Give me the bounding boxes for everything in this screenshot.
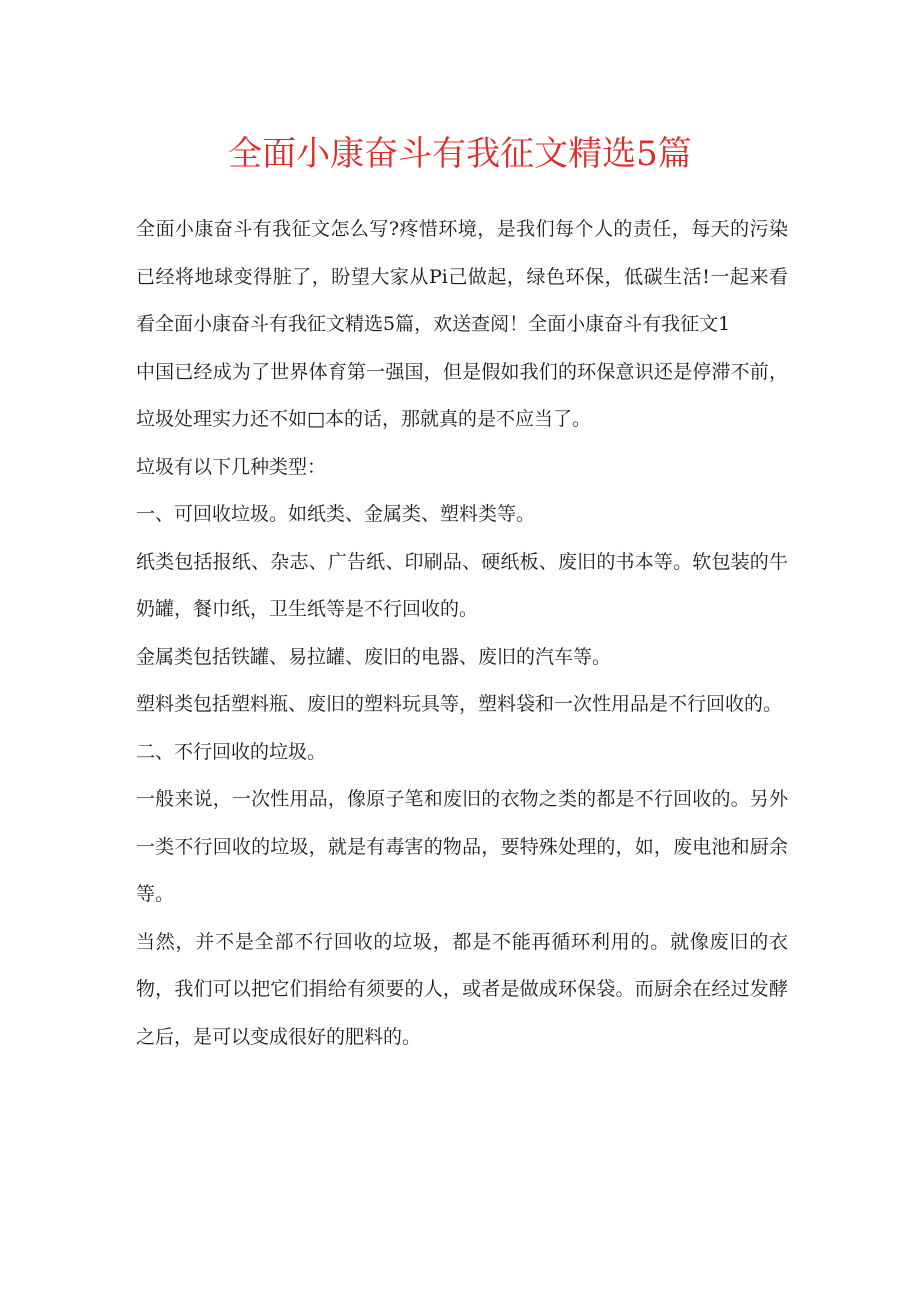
paragraph-plastic: 塑料类包括塑料瓶、废旧的塑料玩具等，塑料袋和一次性用品是不行回收的。 (136, 693, 783, 715)
paragraph-garbage-types: 垃圾有以下几种类型： (136, 455, 327, 478)
paragraph-intro: 全面小康奋斗有我征文怎么写?疼惜环境，是我们每个人的责任，每天的污染已经将地球变得脏了，盼望大家从Pi己做起，绿色环保，低碳生活!一起来看看全面小康奋斗有我征文精选5篇，欢送查阅！全面小康奋斗有我征文1 (136, 218, 788, 335)
document-title: 全面小康奋斗有我征文精选5篇 (228, 134, 692, 174)
paragraph-nonrecyclable-heading: 二、不行回收的垃圾。 (136, 740, 327, 763)
paragraph-metal: 金属类包括铁罐、易拉罐、废旧的电器、废旧的汽车等。 (136, 645, 612, 668)
paragraph-disposables: 一般来说，一次性用品，像原子笔和废旧的衣物之类的都是不行回收的。另外一类不行回收的垃圾，就是有毒害的物品，要特殊处理的，如，废电池和厨余等。 (136, 788, 788, 905)
paragraph-china-sports: 中国已经成为了世界体育第一强国，但是假如我们的环保意识还是停滞不前，垃圾处理实力还不如□本的话，那就真的是不应当了。 (136, 360, 788, 430)
paragraph-recyclable-heading: 一、可回收垃圾。如纸类、金属类、塑料类等。 (136, 503, 536, 525)
paragraph-paper: 纸类包括报纸、杂志、广告纸、印刷品、硬纸板、废旧的书本等。软包装的牛奶罐，餐巾纸，卫生纸等是不行回收的。 (136, 550, 788, 620)
document-body (136, 206, 788, 1061)
paragraph-reuse: 当然，并不是全部不行回收的垃圾，都是不能再循环利用的。就像废旧的衣物，我们可以把它们捐给有须要的人，或者是做成环保袋。而厨余在经过发酵之后，是可以变成很好的肥料的。 (136, 930, 788, 1048)
